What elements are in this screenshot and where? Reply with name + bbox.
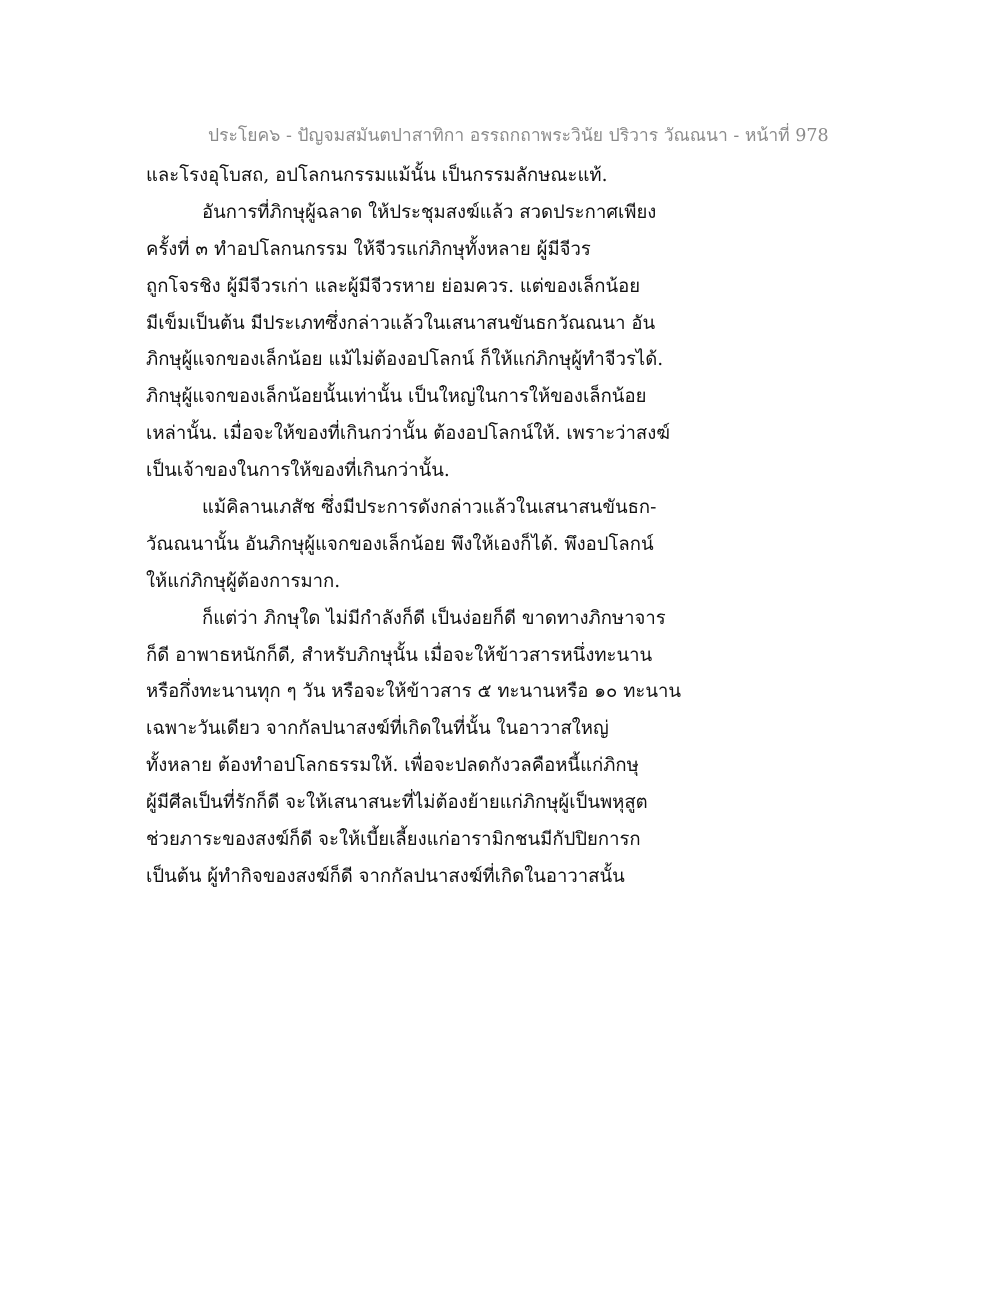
text-line: หรือกึ่งทะนานทุก ๆ วัน หรือจะให้ข้าวสาร ๕ ทะนานหรือ ๑๐ ทะนาน bbox=[146, 681, 682, 703]
text-line: เป็นต้น ผู้ทำกิจของสงฆ์ก็ดี จากกัลปนาสงฆ์ที่เกิดในอาวาสนั้น bbox=[146, 865, 625, 887]
text-line: เป็นเจ้าของในการให้ของที่เกินกว่านั้น. bbox=[146, 460, 450, 482]
text-line: เฉพาะวันเดียว จากกัลปนาสงฆ์ที่เกิดในที่นั้น ในอาวาสใหญ่ bbox=[146, 718, 609, 740]
text-line: ครั้งที่ ๓ ทำอปโลกนกรรม ให้จีวรแก่ภิกษุทั้งหลาย ผู้มีจีวร bbox=[146, 238, 591, 260]
text-line: ช่วยภาระของสงฆ์ก็ดี จะให้เบี้ยเลี้ยงแก่อารามิกชนมีกัปปิยการก bbox=[146, 829, 641, 851]
text-line: ถูกโจรชิง ผู้มีจีวรเก่า และผู้มีจีวรหาย ย่อมควร. แต่ของเล็กน้อย bbox=[146, 275, 641, 297]
paragraph-first-line: อันการที่ภิกษุผู้ฉลาด ให้ประชุมสงฆ์แล้ว สวดประกาศเพียง bbox=[202, 201, 657, 223]
paragraph-first-line: ก็แต่ว่า ภิกษุใด ไม่มีกำลังก็ดี เป็นง่อยก็ดี ขาดทางภิกษาจาร bbox=[202, 607, 666, 629]
text-line: วัณณนานั้น อันภิกษุผู้แจกของเล็กน้อย พึงให้เองก็ได้. พึงอปโลกน์ bbox=[146, 533, 654, 555]
page-header: ประโยค๖ - ปัญจมสมันตปาสาทิกา อรรถกถาพระวินัย ปริวาร วัณณนา - หน้าที่ 978 bbox=[208, 126, 829, 146]
text-line: ให้แก่ภิกษุผู้ต้องการมาก. bbox=[146, 570, 341, 592]
text-line: ภิกษุผู้แจกของเล็กน้อยนั้นเท่านั้น เป็นใหญ่ในการให้ของเล็กน้อย bbox=[146, 386, 647, 408]
paragraph-first-line: แม้คิลานเภสัช ซึ่งมีประการดังกล่าวแล้วในเสนาสนขันธก- bbox=[202, 497, 657, 519]
text-line: เหล่านั้น. เมื่อจะให้ของที่เกินกว่านั้น ต้องอปโลกน์ให้. เพราะว่าสงฆ์ bbox=[146, 423, 670, 445]
text-line: ทั้งหลาย ต้องทำอปโลกธรรมให้. เพื่อจะปลดกังวลคือหนี้แก่ภิกษุ bbox=[146, 755, 639, 777]
text-line: และโรงอุโบสถ, อปโลกนกรรมแม้นั้น เป็นกรรมลักษณะแท้. bbox=[146, 165, 608, 186]
body-text bbox=[146, 158, 746, 896]
text-line: ภิกษุผู้แจกของเล็กน้อย แม้ไม่ต้องอปโลกน์ ก็ให้แก่ภิกษุผู้ทำจีวรได้. bbox=[146, 349, 664, 371]
text-line: มีเข็มเป็นต้น มีประเภทซึ่งกล่าวแล้วในเสนาสนขันธกวัณณนา อัน bbox=[146, 312, 656, 334]
text-line: ผู้มีศีลเป็นที่รักก็ดี จะให้เสนาสนะที่ไม่ต้องย้ายแก่ภิกษุผู้เป็นพหุสูต bbox=[146, 792, 648, 814]
text-line: ก็ดี อาพาธหนักก็ดี, สำหรับภิกษุนั้น เมื่อจะให้ข้าวสารหนึ่งทะนาน bbox=[146, 644, 653, 666]
